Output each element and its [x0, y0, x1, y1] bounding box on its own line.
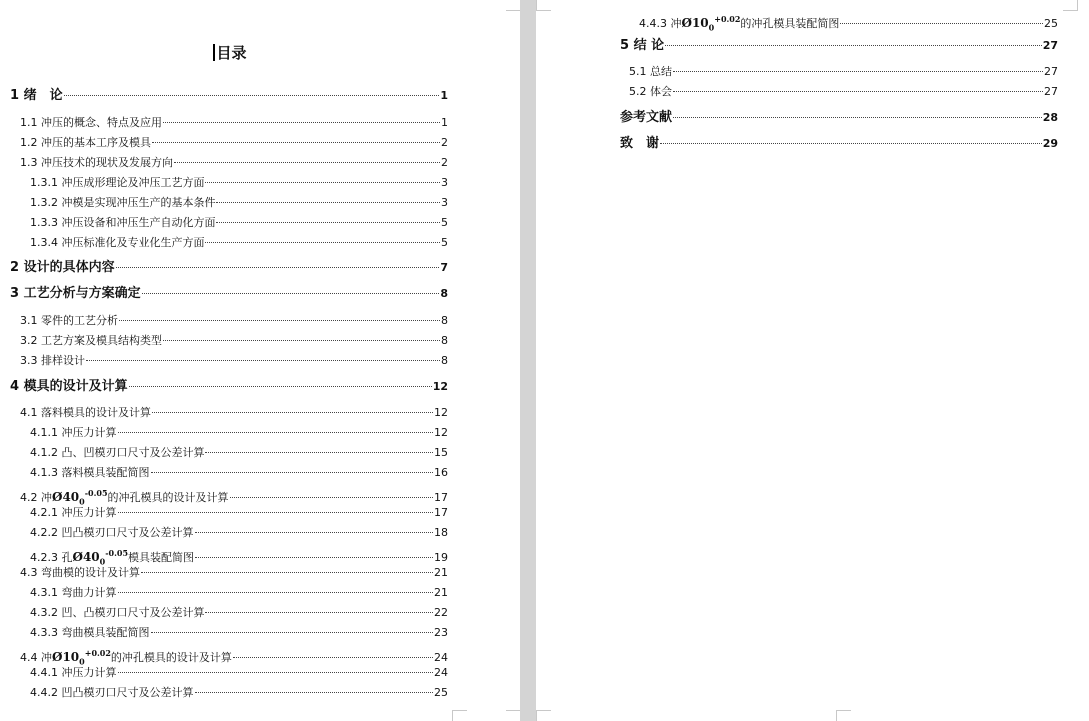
formula-upper-deviation: -0.05	[84, 488, 108, 498]
toc-entry-label: 1.3.2 冲模是实现冲压生产的基本条件	[30, 196, 216, 209]
toc-entry-page-number: 16	[434, 466, 448, 479]
toc-entry-label: 5 结 论	[620, 38, 665, 53]
toc-entry[interactable]	[20, 644, 448, 667]
toc-entry-page-number: 12	[434, 426, 448, 439]
toc-entry-label: 3.3 排样设计	[20, 354, 85, 367]
toc-dot-leader	[163, 122, 440, 123]
toc-dot-leader	[118, 592, 434, 593]
toc-entry-page-number: 1	[440, 89, 448, 102]
toc-entry-label: 5.1 总结	[629, 65, 672, 78]
toc-entry-page-number: 27	[1044, 85, 1058, 98]
toc-entry-label: 1.3.1 冲压成形理论及冲压工艺方面	[30, 176, 205, 189]
toc-entry-label: 致 谢	[620, 136, 660, 151]
formula-upper-deviation: -0.05	[105, 548, 129, 558]
toc-entry-label: 1.3.3 冲压设备和冲压生产自动化方面	[30, 216, 216, 229]
toc-entry-page-number: 23	[434, 626, 448, 639]
toc-entry-page-number: 12	[434, 406, 448, 419]
tolerance-formula	[72, 548, 129, 567]
toc-dot-leader	[163, 340, 440, 341]
toc-entry-suffix: 的冲孔模具的设计及计算	[107, 491, 229, 504]
toc-entry[interactable]	[30, 544, 448, 567]
toc-entry-page-number: 25	[434, 686, 448, 699]
toc-entry-suffix: 的冲孔模具的设计及计算	[110, 651, 232, 664]
toc-dot-leader	[152, 412, 433, 413]
toc-entry-page-number: 12	[432, 380, 448, 393]
toc-entry-page-number: 17	[434, 506, 448, 519]
toc-entry-label: 3 工艺分析与方案确定	[10, 286, 141, 301]
page-gutter	[520, 0, 536, 721]
toc-entry[interactable]	[639, 10, 1058, 33]
toc-entry-label: 4.3.3 弯曲模具装配简图	[30, 626, 150, 639]
toc-dot-leader	[129, 386, 432, 387]
page-left	[0, 0, 520, 721]
toc-entry-page-number: 21	[434, 586, 448, 599]
toc-entry-suffix: 的冲孔模具装配简图	[740, 17, 840, 30]
toc-dot-leader	[151, 632, 434, 633]
toc-entry[interactable]	[620, 109, 1058, 127]
toc-dot-leader	[64, 95, 440, 96]
toc-entry-label: 4.4.2 凹凸模刃口尺寸及公差计算	[30, 686, 194, 699]
toc-entry-page-number: 8	[441, 334, 448, 347]
toc-title-text: 目录	[216, 44, 247, 62]
toc-entry-page-number: 8	[441, 314, 448, 327]
toc-dot-leader	[205, 242, 440, 243]
crop-mark	[452, 710, 467, 721]
toc-entry-label: 4.1.1 冲压力计算	[30, 426, 117, 439]
toc-entry[interactable]	[30, 664, 448, 682]
toc-dot-leader	[141, 572, 433, 573]
formula-value: Ø10	[52, 650, 80, 664]
toc-entry-label: 1.2 冲压的基本工序及模具	[20, 136, 151, 149]
formula-lower-deviation: 0	[79, 496, 85, 507]
toc-entry-page-number: 5	[441, 236, 448, 249]
toc-entry-page-number: 7	[440, 261, 448, 274]
toc-entry[interactable]	[10, 378, 448, 396]
toc-dot-leader	[216, 202, 440, 203]
toc-entry-page-number: 24	[434, 651, 448, 664]
toc-entry-page-number: 27	[1042, 39, 1058, 52]
formula-value: Ø10	[681, 16, 709, 30]
formula-lower-deviation: 0	[708, 22, 715, 33]
toc-entry-label: 3.1 零件的工艺分析	[20, 314, 118, 327]
toc-entry[interactable]	[629, 63, 1058, 81]
toc-entry-page-number: 21	[434, 566, 448, 579]
toc-dot-leader	[673, 117, 1042, 118]
toc-entry-page-number: 28	[1042, 111, 1058, 124]
toc-dot-leader	[116, 267, 440, 268]
crop-mark	[536, 0, 551, 11]
toc-entry[interactable]	[30, 584, 448, 602]
toc-dot-leader	[151, 472, 434, 473]
toc-entry-label: 5.2 体会	[629, 85, 672, 98]
crop-mark	[536, 710, 551, 721]
toc-entry-page-number: 29	[1042, 137, 1058, 150]
toc-entry-prefix: 4.2 冲	[20, 491, 52, 504]
toc-entry[interactable]	[20, 404, 448, 422]
toc-dot-leader	[205, 612, 433, 613]
toc-entry[interactable]	[629, 83, 1058, 101]
formula-lower-deviation: 0	[99, 556, 106, 567]
toc-entry[interactable]	[620, 135, 1058, 153]
toc-dot-leader	[205, 182, 440, 183]
toc-entry[interactable]	[20, 154, 448, 172]
toc-entry-label: 4.2.1 冲压力计算	[30, 506, 117, 519]
toc-entry-label	[639, 10, 839, 36]
toc-entry-label: 4.3 弯曲模的设计及计算	[20, 566, 140, 579]
toc-dot-leader	[195, 692, 434, 693]
toc-dot-leader	[840, 23, 1043, 24]
toc-entry[interactable]	[30, 464, 448, 482]
toc-entry-label: 4.1.3 落料模具装配简图	[30, 466, 150, 479]
toc-entry-label: 4.2.2 凹凸模刃口尺寸及公差计算	[30, 526, 194, 539]
crop-mark	[506, 0, 521, 11]
tolerance-formula	[52, 648, 111, 667]
formula-value: Ø40	[52, 490, 80, 504]
toc-entry-label: 1 绪 论	[10, 88, 63, 103]
toc-dot-leader	[118, 512, 434, 513]
crop-mark	[1063, 0, 1078, 11]
toc-entry[interactable]	[10, 285, 448, 303]
toc-entry-suffix: 模具装配简图	[128, 551, 195, 564]
toc-title	[0, 42, 460, 63]
toc-dot-leader	[673, 71, 1043, 72]
toc-dot-leader	[195, 557, 433, 558]
toc-entry[interactable]	[30, 214, 448, 232]
toc-dot-leader	[152, 142, 440, 143]
toc-entry[interactable]	[30, 174, 448, 192]
toc-dot-leader	[118, 432, 434, 433]
toc-dot-leader	[119, 320, 440, 321]
toc-entry[interactable]	[30, 524, 448, 542]
toc-entry[interactable]	[20, 114, 448, 132]
toc-dot-leader	[665, 45, 1042, 46]
toc-entry-page-number: 3	[441, 196, 448, 209]
toc-dot-leader	[118, 672, 434, 673]
toc-entry[interactable]	[620, 37, 1058, 55]
toc-entry[interactable]	[20, 332, 448, 350]
toc-entry[interactable]	[30, 504, 448, 522]
toc-entry-label: 4.4.1 冲压力计算	[30, 666, 117, 679]
toc-entry-page-number: 17	[434, 491, 448, 504]
formula-value: Ø40	[72, 550, 100, 564]
formula-lower-deviation: 0	[79, 656, 85, 667]
toc-entry-label: 3.2 工艺方案及模具结构类型	[20, 334, 162, 347]
toc-entry-label: 2 设计的具体内容	[10, 260, 115, 275]
toc-entry[interactable]	[30, 444, 448, 462]
tolerance-formula	[52, 488, 108, 507]
toc-entry[interactable]	[30, 624, 448, 642]
toc-entry-label: 1.1 冲压的概念、特点及应用	[20, 116, 162, 129]
toc-entry-page-number: 19	[434, 551, 448, 564]
toc-dot-leader	[660, 143, 1042, 144]
toc-dot-leader	[86, 360, 440, 361]
page-right	[536, 0, 1089, 721]
toc-dot-leader	[195, 532, 434, 533]
toc-entry-page-number: 8	[440, 287, 448, 300]
toc-entry-page-number: 27	[1044, 65, 1058, 78]
formula-upper-deviation: +0.02	[84, 648, 111, 658]
toc-entry[interactable]	[30, 684, 448, 702]
toc-entry[interactable]	[10, 87, 448, 105]
toc-entry-prefix: 4.4.3 冲	[639, 17, 682, 30]
toc-entry-page-number: 2	[441, 136, 448, 149]
toc-entry-page-number: 2	[441, 156, 448, 169]
toc-entry[interactable]	[20, 484, 448, 507]
toc-entry[interactable]	[20, 134, 448, 152]
toc-dot-leader	[216, 222, 440, 223]
toc-entry[interactable]	[30, 234, 448, 252]
toc-entry[interactable]	[20, 312, 448, 330]
toc-entry-page-number: 8	[441, 354, 448, 367]
toc-entry-label: 4 模具的设计及计算	[10, 379, 128, 394]
toc-entry[interactable]	[20, 352, 448, 370]
toc-entry-page-number: 5	[441, 216, 448, 229]
toc-entry-page-number: 1	[441, 116, 448, 129]
toc-entry-page-number: 25	[1044, 17, 1058, 30]
toc-dot-leader	[205, 452, 433, 453]
toc-entry-page-number: 3	[441, 176, 448, 189]
toc-entry-prefix: 4.2.3 孔	[30, 551, 73, 564]
crop-mark	[506, 710, 521, 721]
toc-entry-page-number: 18	[434, 526, 448, 539]
toc-entry-label: 参考文献	[620, 110, 673, 125]
toc-entry-label: 4.1.2 凸、凹模刃口尺寸及公差计算	[30, 446, 205, 459]
tolerance-formula	[681, 14, 741, 33]
toc-entry[interactable]	[20, 564, 448, 582]
toc-dot-leader	[233, 657, 433, 658]
toc-entry[interactable]	[30, 194, 448, 212]
toc-dot-leader	[230, 497, 433, 498]
toc-entry-page-number: 24	[434, 666, 448, 679]
toc-entry[interactable]	[30, 424, 448, 442]
toc-entry[interactable]	[10, 259, 448, 277]
toc-dot-leader	[174, 162, 440, 163]
toc-dot-leader	[142, 293, 440, 294]
toc-entry-label: 4.1 落料模具的设计及计算	[20, 406, 151, 419]
toc-entry-page-number: 22	[434, 606, 448, 619]
toc-entry[interactable]	[30, 604, 448, 622]
toc-entry-label: 4.3.1 弯曲力计算	[30, 586, 117, 599]
formula-upper-deviation: +0.02	[714, 14, 741, 24]
toc-entry-page-number: 15	[434, 446, 448, 459]
toc-entry-label: 4.3.2 凹、凸模刃口尺寸及公差计算	[30, 606, 205, 619]
toc-entry-label: 1.3.4 冲压标准化及专业化生产方面	[30, 236, 205, 249]
crop-mark	[836, 710, 851, 721]
toc-entry-prefix: 4.4 冲	[20, 651, 52, 664]
toc-dot-leader	[673, 91, 1043, 92]
toc-entry-label: 1.3 冲压技术的现状及发展方向	[20, 156, 173, 169]
